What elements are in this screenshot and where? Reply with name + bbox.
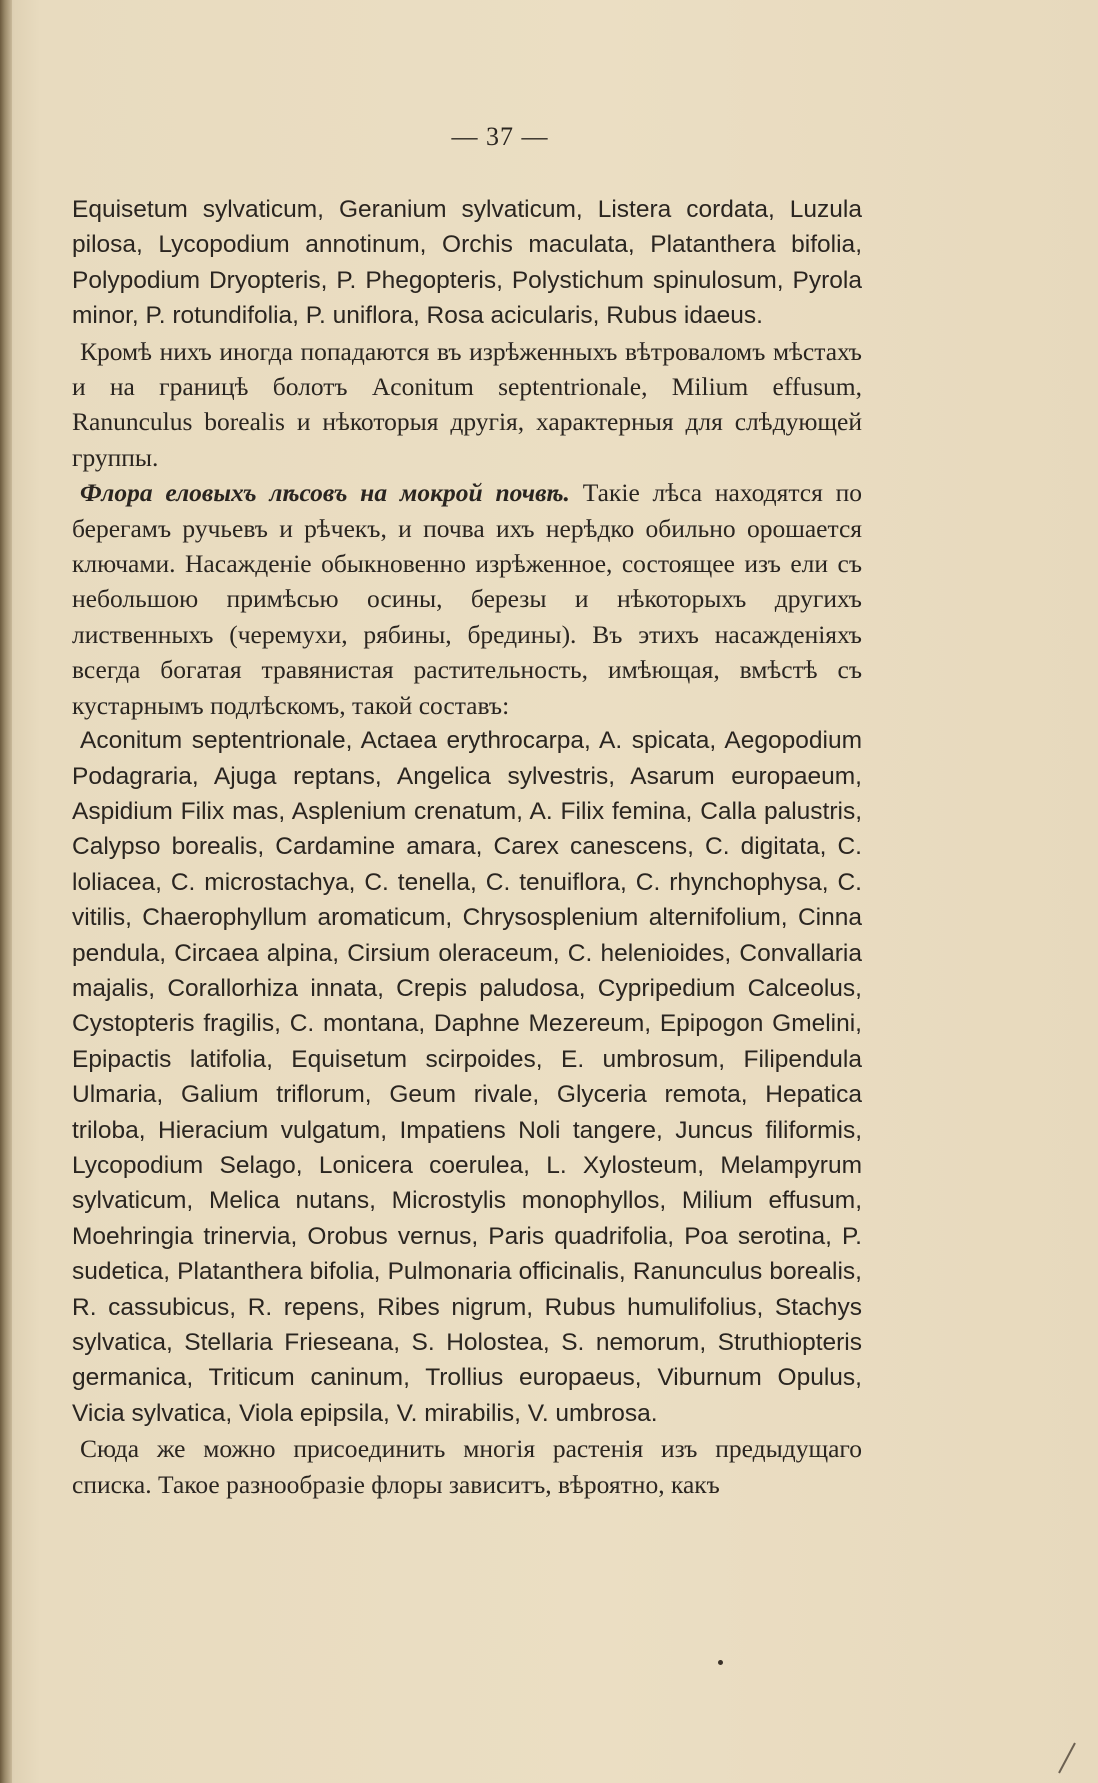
section-title: Флора еловыхъ лѣсовъ на мокрой почвѣ. — [80, 478, 570, 508]
text-paragraph: Кромѣ нихъ иногда попадаются въ изрѣженныхъ вѣтроваломъ мѣстахъ и на границѣ болотъ Aconitum septentrionale, Milium effusum, Ranunculus borealis и нѣкоторыя другія, характерныя для слѣдующей группы. — [72, 336, 862, 472]
ink-speck — [718, 1660, 723, 1665]
species-list-paragraph: Aconitum septentrionale, Actaea erythrocarpa, A. spicata, Aegopodium Podagraria, Ajuga reptans, Angelica sylvestris, Asarum europaeum, Aspidium Filix mas, Asplenium crenatum, A. Filix femina, Calla palustris, Calypso borealis, Cardamine amara, Carex canescens, C. digitata, C. loliacea, C. microstachya, C. tenella, C. tenuiflora, C. rhynchophysa, C. vitilis, Chaerophyllum aromaticum, Chrysosplenium alternifolium, Cinna pendula, Circaea alpina, Cirsium oleraceum, C. helenioides, Convallaria majalis, Corallorhiza innata, Crepis paludosa, Cypripedium Calceolus, Cystopteris fragilis, C. montana, Daphne Mezereum, Epipogon Gmelini, Epipactis latifolia, Equisetum scirpoides, E. umbrosum, Filipendula Ulmaria, Galium triflorum, Geum rivale, Glyceria remota, Hepatica triloba, Hieracium vulgatum, Impatiens Noli tangere, Juncus filiformis, Lycopodium Selago, Lonicera coerulea, L. Xylosteum, Melampyrum sylvaticum, Melica nutans, Microstylis monophyllos, Milium effusum, Moehringia trinervia, Orobus vernus, Paris quadrifolia, Poa serotina, P. sudetica, Platanthera bifolia, Pulmonaria officinalis, Ranunculus borealis, R. cassubicus, R. repens, Ribes nigrum, Rubus humulifolius, Stachys sylvatica, Stellaria Frieseana, S. Holostea, S. nemorum, Struthiopteris germanica, Triticum caninum, Trollius europaeus, Viburnum Opulus, Vicia sylvatica, Viola epipsila, V. mirabilis, V. umbrosa. — [72, 727, 862, 1427]
species-list-paragraph: Equisetum sylvaticum, Geranium sylvaticum, Listera cordata, Luzula pilosa, Lycopodium annotinum, Orchis maculata, Platanthera bifolia, Polypodium Dryopteris, P. Phegopteris, Polystichum spinulosum, Pyrola minor, P. rotundifolia, P. uniflora, Rosa acicularis, Rubus idaeus. — [72, 196, 862, 330]
page-binding-edge — [0, 0, 12, 1783]
page-number: — 37 — — [451, 122, 549, 151]
corner-pencil-mark — [1058, 1743, 1076, 1774]
page-body-text — [72, 192, 862, 1502]
text-paragraph: Сюда же можно присоединить многія растенія изъ предыдущаго списка. Такое разнообразіе флоры зависитъ, вѣроятно, какъ — [72, 1434, 862, 1499]
section-body: Такіе лѣса находятся по берегамъ ручьевъ и рѣчекъ, и почва ихъ нерѣдко обильно орошается ключами. Насажденіе обыкновенно изрѣженное, состоящее изъ ели съ небольшою примѣсью осины, березы и нѣкоторыхъ другихъ лиственныхъ (черемухи, рябины, бредины). Въ этихъ насажденіяхъ всегда богатая травянистая растительность, имѣющая, вмѣстѣ съ кустарнымъ подлѣскомъ, такой составъ: — [72, 478, 863, 720]
section-paragraph — [72, 475, 862, 723]
